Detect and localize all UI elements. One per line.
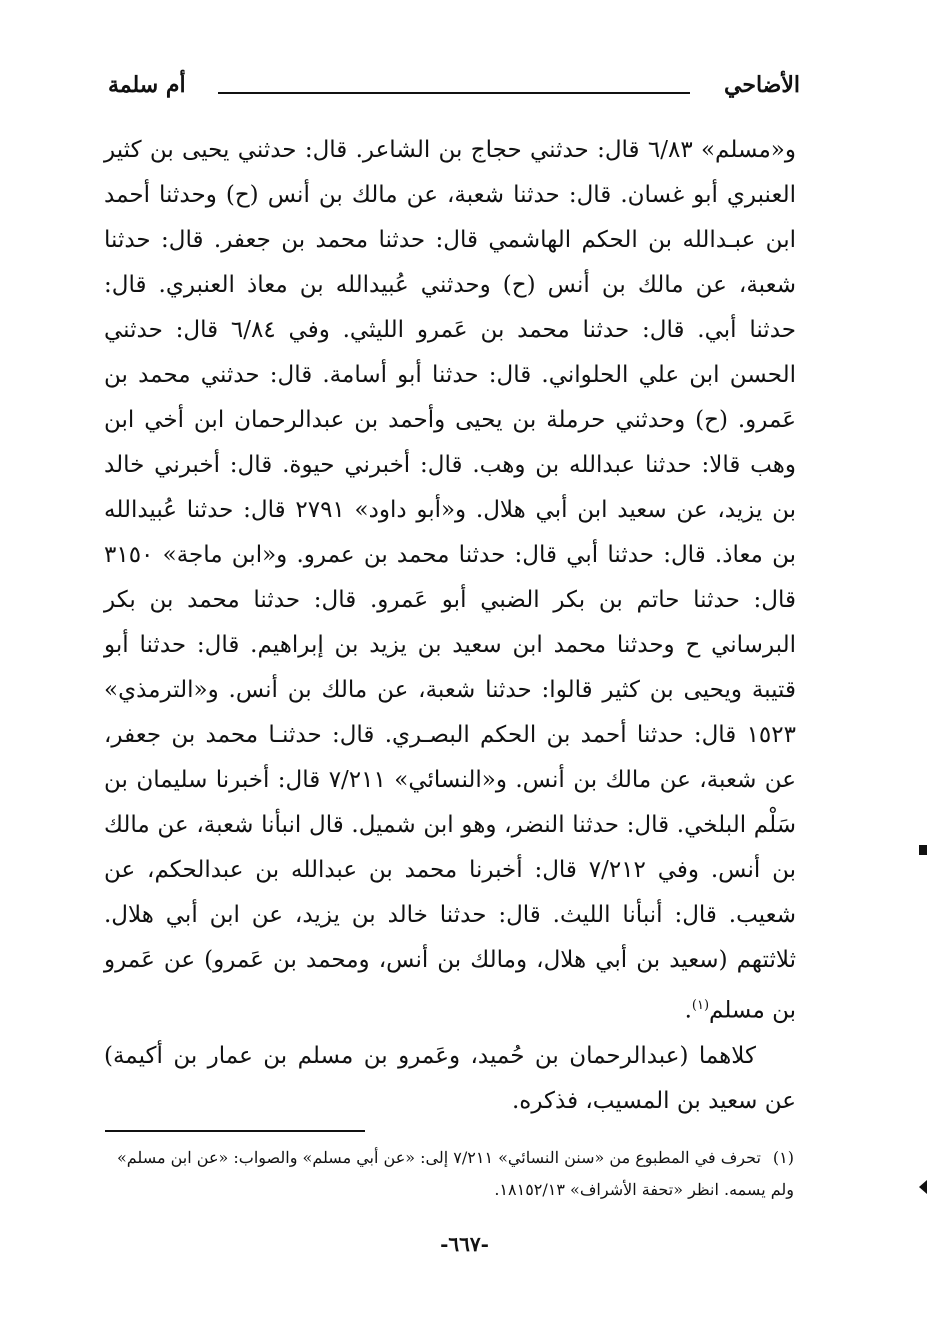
page-number: -٦٦٧- [440, 1232, 489, 1256]
footnote [104, 1142, 794, 1206]
main-text [104, 128, 796, 1124]
footnote-item [104, 1142, 794, 1206]
footnote-number: (١) [772, 1148, 794, 1167]
header-rule [218, 92, 690, 94]
running-header [108, 70, 800, 110]
chapter-title: الأضاحي [724, 72, 800, 98]
footnote-separator [105, 1125, 785, 1137]
margin-mark [919, 1180, 927, 1194]
section-title: أم سلمة [108, 72, 186, 98]
footnote-reference: (١) [691, 998, 710, 1013]
paragraph-1-end: . [684, 997, 692, 1024]
footnote-rule [105, 1130, 365, 1132]
footnote-text: تحرف في المطبوع من «سنن النسائي» ٧/٢١١ إلى: «عن أبي مسلم» والصواب: «عن ابن مسلم» ولم يسمه. انظر «تحفة الأشراف» ١٨١٥٢/١٣. [116, 1148, 794, 1199]
paragraph-1 [104, 128, 796, 1034]
paragraph-2: كلاهما (عبدالرحمان بن حُميد، وعَمرو بن مسلم بن عمار بن أكيمة) عن سعيد بن المسيب، فذكره. [104, 1042, 796, 1114]
margin-mark [919, 845, 927, 855]
paragraph-1-text: و«مسلم» ٦/٨٣ قال: حدثني حجاج بن الشاعر. قال: حدثني يحيى بن كثير العنبري أبو غسان. قال: حدثنا شعبة، عن مالك بن أنس (ح) وحدثنا أحمد ابن عبـدالله بن الحكم الهاشمي قال: حدثنا محمد بن جعفر. قال: حدثنا شعبة، عن مالك بن أنس (ح) وحدثني عُبيدالله بن معاذ العنبري. قال: حدثنا أبي. قال: حدثنا محمد بن عَمرو الليثي. وفي ٦/٨٤ قال: حدثني الحسن ابن علي الحلواني. قال: حدثنا أبو أسامة. قال: حدثني محمد بن عَمرو. (ح) وحدثني حرملة بن يحيى وأحمد بن عبدالرحمان ابن أخي ابن وهب قالا: حدثنا عبدالله بن وهب. قال: أخبرني حيوة. قال: أخبرني خالد بن يزيد، عن سعيد ابن أبي هلال. و«أبو داود» ٢٧٩١ قال: حدثنا عُبيدالله بن معاذ. قال: حدثنا أبي قال: حدثنا محمد بن عمرو. و«ابن ماجة» ٣١٥٠ قال: حدثنا حاتم بن بكر الضبي أبو عَمرو. قال: حدثنا محمد بن بكر البرساني ح وحدثنا محمد ابن سعيد بن يزيد بن إبراهيم. قال: حدثنا أبو قتيبة ويحيى بن كثير قالوا: حدثنا شعبة، عن مالك بن أنس. و«الترمذي» ١٥٢٣ قال: حدثنا أحمد بن الحكم البصـري. قال: حدثنـا محمد بن جعفر، عن شعبة، عن مالك بن أنس. و«النسائي» ٧/٢١١ قال: أخبرنا سليمان بن سَلْم البلخي. قال: حدثنا النضر، وهو ابن شميل. قال انبأنا شعبة، عن مالك بن أنس. وفي ٧/٢١٢ قال: أخبرنا محمد بن عبدالله بن عبدالحكم، عن شعيب. قال: أنبأنا الليث. قال: حدثنا خالد بن يزيد، عن ابن أبي هلال. ثلاثتهم (سعيد بن أبي هلال، ومالك بن أنس، ومحمد بن عَمرو) عن عَمرو بن مسلم [104, 137, 797, 1024]
